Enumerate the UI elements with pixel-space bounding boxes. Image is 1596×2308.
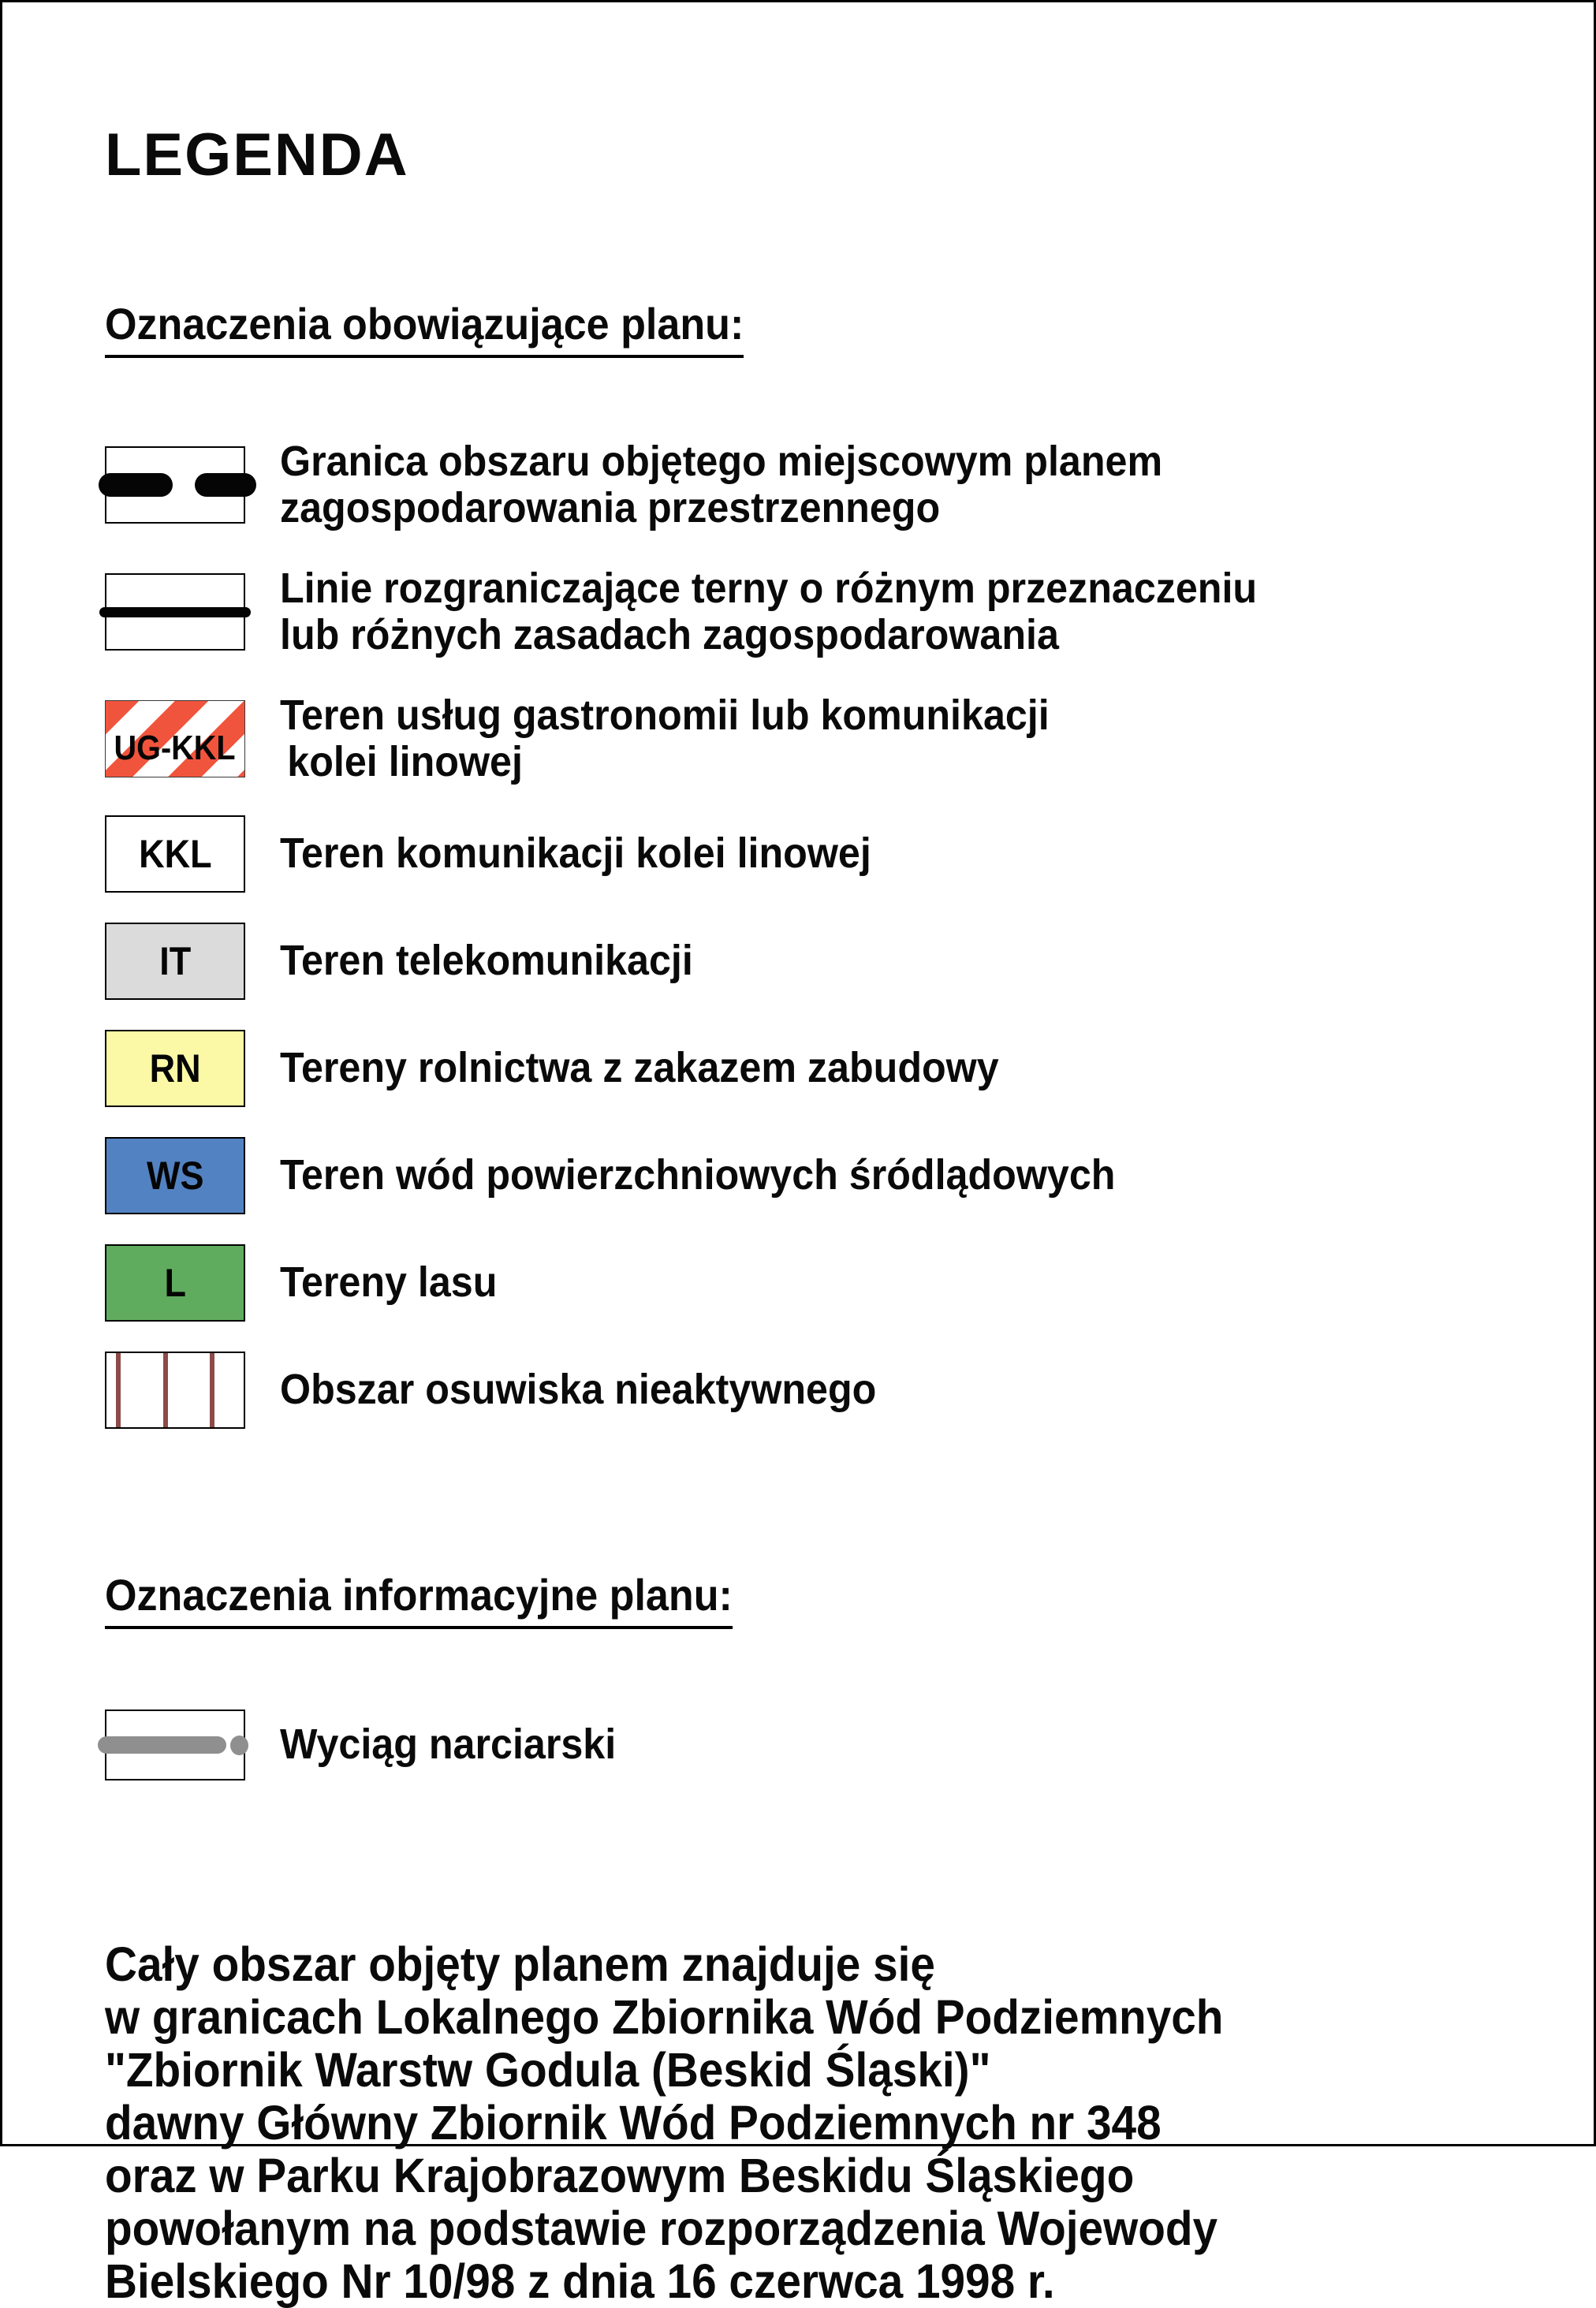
legend-row-landslide [105, 1352, 1546, 1429]
zone-code: KKL [138, 831, 212, 876]
ug-kkl-striped-zone-symbol [105, 700, 245, 777]
rn-zone-symbol [105, 1030, 245, 1107]
legend-label: Obszar osuwiska nieaktywnego [280, 1366, 877, 1414]
legend-label: Teren wód powierzchniowych śródlądowych [280, 1151, 1116, 1199]
it-zone-symbol [105, 923, 245, 1000]
section-informational-marks [105, 1533, 1546, 1666]
legend-label: Wyciąg narciarski [280, 1721, 617, 1769]
section-heading-binding: Oznaczenia obowiązujące planu: [105, 298, 744, 358]
legend-row-rn [105, 1030, 1546, 1107]
zone-code: WS [146, 1153, 204, 1198]
zone-code: L [164, 1260, 186, 1305]
hatch-line [116, 1353, 121, 1427]
plan-boundary-dashed-line-symbol [105, 446, 245, 524]
legend-row-it [105, 923, 1546, 1000]
legend-label: Teren usług gastronomii lub komunikacji kolei linowej [280, 691, 1050, 785]
dash-segment [99, 473, 173, 497]
legend-row-ug-kkl [105, 692, 1546, 785]
footer-note: Cały obszar objęty planem znajduje się w granicach Lokalnego Zbiornika Wód Podziemnych "Zbiornik Warstw Godula (Beskid Śląski)" dawny Główny Zbiornik Wód Podziemnych nr 348 oraz w Parku Krajobrazowym Beskidu Śląskiego powołanym na podstawie rozporządzenia Wojewody Bielskiego Nr 10/98 z dnia 16 czerwca 1998 r. [105, 1937, 1224, 2308]
zone-code: UG-KKL [114, 728, 236, 767]
legend-row-ski-lift [105, 1710, 1546, 1780]
page-title: LEGENDA [105, 121, 409, 188]
legend-rows [105, 438, 1546, 1429]
hatch-line [210, 1353, 214, 1427]
zone-code: IT [159, 938, 191, 983]
ws-zone-symbol [105, 1137, 245, 1214]
landslide-hatch-symbol [105, 1352, 245, 1429]
hatch-line [163, 1353, 168, 1427]
zone-code: RN [149, 1046, 201, 1091]
legend-content [2, 2, 1594, 2308]
section-binding-marks [105, 262, 1546, 395]
dash-segment [195, 473, 256, 497]
legend-row-kkl [105, 815, 1546, 893]
legend-label: Linie rozgraniczające terny o różnym przeznaczeniu lub różnych zasadach zagospodarowania [280, 564, 1258, 658]
ski-lift-bar [98, 1736, 226, 1754]
legend-label: Tereny lasu [280, 1258, 498, 1307]
l-zone-symbol [105, 1244, 245, 1322]
legend-row-l [105, 1244, 1546, 1322]
solid-line [99, 607, 251, 617]
legend-label: Teren komunikacji kolei linowej [280, 830, 871, 878]
legend-row-dividing-lines [105, 565, 1546, 658]
dividing-solid-line-symbol [105, 573, 245, 651]
legend-row-boundary [105, 438, 1546, 531]
info-rows [105, 1710, 1546, 1780]
ski-lift-dot [230, 1736, 248, 1755]
kkl-zone-symbol [105, 815, 245, 893]
legend-label: Granica obszaru objętego miejscowym planem zagospodarowania przestrzennego [280, 437, 1163, 531]
legend-row-ws [105, 1137, 1546, 1214]
legend-label: Teren telekomunikacji [280, 937, 693, 985]
section-heading-informational: Oznaczenia informacyjne planu: [105, 1569, 733, 1629]
legend-label: Tereny rolnictwa z zakazem zabudowy [280, 1044, 999, 1092]
ski-lift-line-symbol [105, 1710, 245, 1780]
